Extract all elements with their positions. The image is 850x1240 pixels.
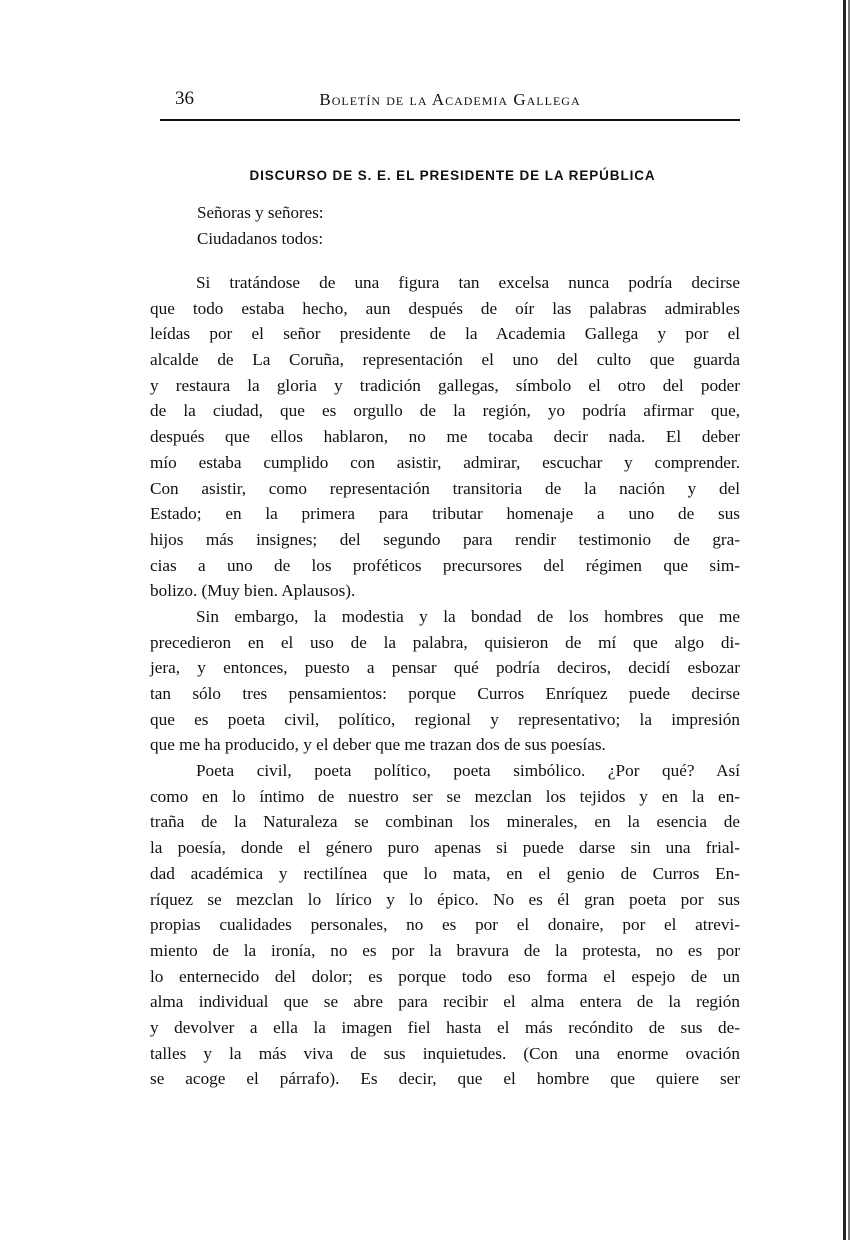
text-line: y devolver a ella la imagen fiel hasta el más recóndito de sus de-	[150, 1017, 740, 1037]
text-line: talles y la más viva de sus inquietudes. (Con una enorme ovación	[150, 1043, 740, 1063]
paragraph	[150, 270, 740, 604]
text-line: leídas por el señor presidente de la Academia Gallega y por el	[150, 324, 740, 344]
text-line: bolizo. (Muy bien. Aplausos).	[150, 581, 356, 601]
text-line: Estado; en la primera para tributar homenaje a uno de sus	[150, 504, 740, 524]
body-text	[150, 270, 740, 1092]
text-line: que es poeta civil, político, regional y representativo; la impresión	[150, 709, 740, 729]
header-rule	[160, 119, 740, 121]
text-line: se acoge el párrafo). Es decir, que el hombre que quiere ser	[150, 1069, 740, 1089]
text-line: después que ellos hablaron, no me tocaba decir nada. El deber	[150, 427, 740, 447]
section-title: DISCURSO DE S. E. EL PRESIDENTE DE LA REPÚBLICA	[249, 168, 656, 183]
text-line: ríquez se mezclan lo lírico y lo épico. No es él gran poeta por sus	[150, 889, 740, 909]
text-line: de la ciudad, que es orgullo de la región, yo podría afirmar que,	[150, 401, 740, 421]
text-line: Sin embargo, la modestia y la bondad de los hombres que me	[196, 606, 740, 626]
text-line: alma individual que se abre para recibir el alma entera de la región	[150, 992, 740, 1012]
paragraph	[150, 758, 740, 1092]
text-line: miento de la ironía, no es por la bravura de la protesta, no es por	[150, 940, 740, 960]
text-line: lo enternecido del dolor; es porque todo eso forma el espejo de un	[150, 966, 740, 986]
text-line: precedieron en el uso de la palabra, quisieron de mí que algo di-	[150, 632, 740, 652]
text-line: Si tratándose de una figura tan excelsa nunca podría decirse	[196, 273, 740, 292]
text-line: propias cualidades personales, no es por el donaire, por el atrevi-	[150, 915, 740, 935]
scan-edge	[843, 0, 846, 1240]
text-line: alcalde de La Coruña, representación el uno del culto que guarda	[150, 350, 740, 370]
text-line: como en lo íntimo de nuestro ser se mezclan los tejidos y en la en-	[150, 786, 740, 806]
text-line: la poesía, donde el género puro apenas si puede darse sin una frial-	[150, 838, 740, 858]
text-line: y restaura la gloria y tradición gallegas, símbolo el otro del poder	[150, 375, 740, 395]
paragraph	[150, 604, 740, 758]
text-line: mío estaba cumplido con asistir, admirar, escuchar y comprender.	[150, 452, 740, 472]
text-line: jera, y entonces, puesto a pensar qué podría deciros, decidí esbozar	[150, 658, 740, 678]
text-line: traña de la Naturaleza se combinan los minerales, en la esencia de	[150, 812, 740, 832]
page-header	[160, 88, 740, 118]
text-line: hijos más insignes; del segundo para rendir testimonio de gra-	[150, 529, 740, 549]
text-line: Poeta civil, poeta político, poeta simbólico. ¿Por qué? Así	[196, 761, 740, 781]
text-line: dad académica y rectilínea que lo mata, en el genio de Curros En-	[150, 863, 740, 883]
text-line: Con asistir, como representación transitoria de la nación y del	[150, 478, 740, 498]
text-line: tan sólo tres pensamientos: porque Curros Enríquez puede decirse	[150, 684, 740, 703]
running-head: Boletín de la Academia Gallega	[319, 90, 581, 109]
page-number: 36	[175, 88, 194, 109]
salutation: Señoras y señores:	[197, 203, 324, 222]
salutation: Ciudadanos todos:	[197, 229, 324, 248]
text-line: que me ha producido, y el deber que me trazan dos de sus poesías.	[150, 735, 606, 755]
text-line: que todo estaba hecho, aun después de oír las palabras admirables	[150, 298, 740, 318]
text-line: cias a uno de los proféticos precursores del régimen que sim-	[150, 555, 740, 575]
